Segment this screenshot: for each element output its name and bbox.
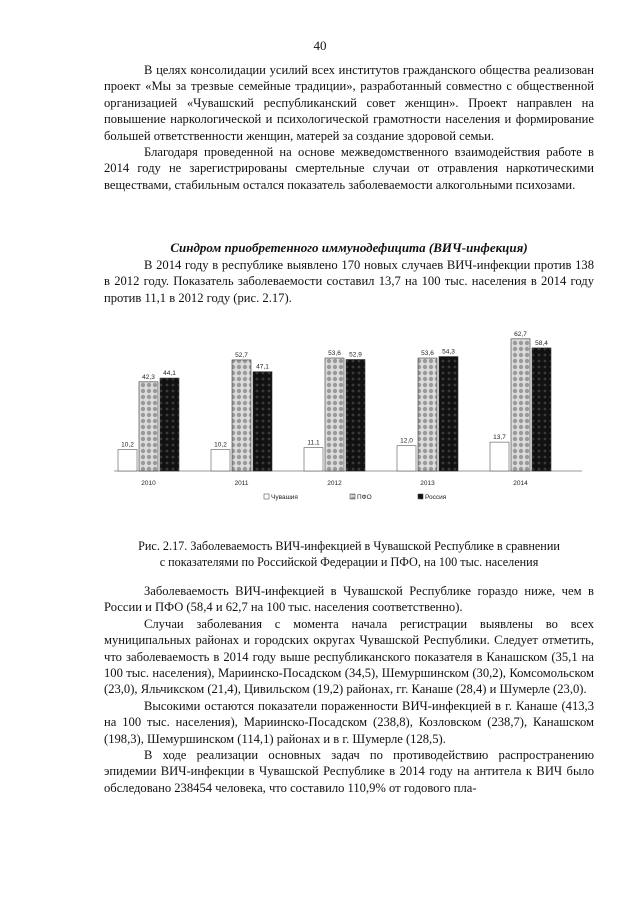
paragraph: Благодаря проведенной на основе межведомственного взаимодействия работе в 2014 году не зарегистрированы смертельные случаи от отравления наркотическими веществами, стабильным остался показатель заболеваемости алкогольными психозами.: [104, 145, 594, 192]
legend-swatch-russia: [418, 494, 423, 499]
bar-pfo-2012: [325, 358, 344, 471]
data-label: 62,7: [514, 330, 527, 338]
body-text-top: [104, 62, 594, 193]
data-label: 53,6: [421, 350, 434, 358]
caption-line: Рис. 2.17. Заболеваемость ВИЧ-инфекцией в Чувашской Республике в сравнении: [138, 539, 560, 553]
x-tick-label: 2013: [420, 480, 435, 487]
bar-chuvashia-2012: [304, 448, 323, 471]
bar-pfo-2013: [418, 358, 437, 471]
data-label: 10,2: [214, 441, 227, 449]
legend-label-pfo: ПФО: [357, 494, 372, 501]
body-text-intro: [104, 257, 594, 306]
data-label: 44,1: [163, 370, 176, 378]
body-text-bottom: [104, 583, 594, 796]
bar-russia-2011: [253, 372, 272, 471]
paragraph: В ходе реализации основных задач по противодействию распространению эпидемии ВИЧ-инфекции в Чувашской Республике в 2014 году на антитела к ВИЧ было обследовано 238454 человека, что составило 110,9% от годового пла-: [104, 748, 594, 795]
paragraph: Заболеваемость ВИЧ-инфекцией в Чувашской Республике гораздо ниже, чем в России и ПФО (58,4 и 62,7 на 100 тыс. населения соответственно).: [104, 584, 594, 615]
bar-chuvashia-2013: [397, 446, 416, 471]
bar-russia-2012: [346, 360, 365, 471]
x-tick-label: 2010: [141, 480, 156, 487]
data-label: 42,3: [142, 373, 155, 381]
data-label: 13,7: [493, 434, 506, 442]
bar-russia-2014: [532, 348, 551, 471]
x-tick-label: 2012: [327, 480, 342, 487]
bar-russia-2013: [439, 357, 458, 471]
bar-russia-2010: [160, 378, 179, 471]
paragraph: Случаи заболевания с момента начала регистрации выявлены во всех муниципальных районах и городских округах Чувашской Республики. Следует отметить, что заболеваемость в 2014 году выше республиканского показателя в Канашском (35,1 на 100 тыс. населения), Мариинско-Посадском (34,5), Шемуршинском (30,2), Комсомольском (23,0), Яльчикском (21,4), Цивильском (19,2) районах, гг. Канаше (28,4) и Шумерле (23,0).: [104, 616, 594, 697]
page-number: 40: [313, 38, 327, 53]
data-label: 47,1: [256, 363, 269, 371]
legend-swatch-chuvashia: [264, 494, 269, 499]
legend-label-chuvashia: Чувашия: [271, 494, 298, 501]
x-tick-label: 2014: [513, 480, 528, 487]
hiv-incidence-chart: [104, 322, 594, 522]
bar-chuvashia-2011: [211, 450, 230, 471]
data-label: 11,1: [307, 439, 320, 447]
bar-chuvashia-2014: [490, 442, 509, 471]
paragraph: В 2014 году в республике выявлено 170 новых случаев ВИЧ-инфекции против 138 в 2012 году. Показатель заболеваемости составил 13,7 на 100 тыс. населения в 2014 году против 11,1 в 2012 году (рис. 2.17).: [104, 258, 594, 305]
legend-swatch-pfo: [350, 494, 355, 499]
caption-line: с показателями по Российской Федерации и ПФО, на 100 тыс. населения: [159, 555, 539, 569]
legend-label-russia: Россия: [425, 494, 447, 501]
data-label: 52,7: [235, 351, 248, 359]
paragraph: В целях консолидации усилий всех институтов гражданского общества реализован проект «Мы за трезвые семейные традиции», разработанный совместно с общественной организацией «Чувашский республиканский совет женщин». Проект направлен на повышение наркологической и психологической грамотности населения и формирование большей ответственности женщин, матерей за создание здоровой семьи.: [104, 63, 594, 143]
data-label: 10,2: [121, 441, 134, 449]
paragraph: Высокими остаются показатели пораженности ВИЧ-инфекцией в г. Канаше (413,3 на 100 тыс. населения), Мариинско-Посадском (238,8), Козловском (238,7), Канашском (198,3), Шемуршинском (114,1) районах и в г. Шумерле (128,5).: [104, 698, 594, 746]
x-tick-label: 2011: [234, 480, 249, 487]
data-label: 52,9: [349, 351, 362, 359]
section-heading: Синдром приобретенного иммунодефицита (ВИЧ-инфекция): [170, 240, 528, 255]
data-label: 12,0: [400, 437, 413, 445]
bar-pfo-2014: [511, 339, 530, 471]
data-label: 54,3: [442, 348, 455, 356]
bar-pfo-2011: [232, 360, 251, 471]
data-label: 58,4: [535, 339, 548, 347]
bar-group: [118, 331, 551, 487]
chart-legend: [264, 494, 447, 501]
bar-pfo-2010: [139, 382, 158, 471]
data-label: 53,6: [328, 350, 341, 358]
figure-caption: [104, 538, 594, 570]
bar-chuvashia-2010: [118, 450, 137, 471]
